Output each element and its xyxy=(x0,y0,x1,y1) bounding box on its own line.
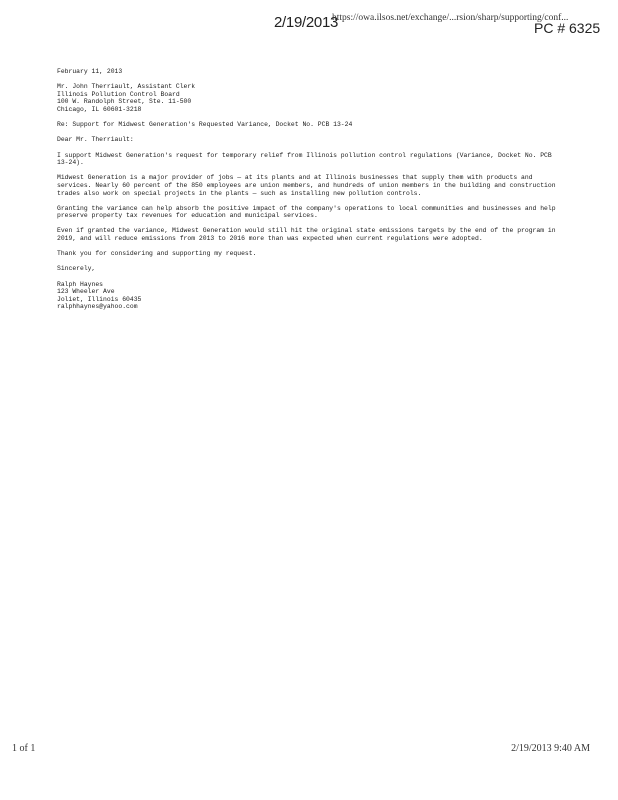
letter-body xyxy=(57,68,557,311)
signature-line: Joliet, Illinois 60435 xyxy=(57,295,142,303)
body-paragraph: Thank you for considering and supporting my request. xyxy=(57,250,257,258)
footer-page-count: 1 of 1 xyxy=(12,743,36,754)
recipient-line: Chicago, IL 60601-3218 xyxy=(57,105,142,113)
header-date: 2/19/2013 xyxy=(274,14,339,31)
header-url: https://owa.ilsos.net/exchange/...rsion/sharp/supporting/conf... xyxy=(332,13,569,23)
pc-number-stamp: PC # 6325 xyxy=(534,20,601,36)
body-paragraph: I support Midwest Generation's request for temporary relief from Illinois pollution control regulations (Variance, Docket No. PCB 13-24). xyxy=(57,151,552,167)
body-paragraph: Even if granted the variance, Midwest Generation would still hit the original state emissions targets by the end of the program in 2019, and will reduce emissions from 2013 to 2016 more than was expected when current regulations were adopted. xyxy=(57,227,556,243)
re-line: Re: Support for Midwest Generation's Requested Variance, Docket No. PCB 13-24 xyxy=(57,121,353,129)
signature-line: 123 Wheeler Ave xyxy=(57,288,115,296)
signature-block xyxy=(57,281,557,311)
recipient-line: 100 W. Randolph Street, Ste. 11-500 xyxy=(57,98,192,106)
closing: Sincerely, xyxy=(57,265,96,273)
recipient-line: Illinois Pollution Control Board xyxy=(57,90,180,98)
recipient-line: Mr. John Therriault, Assistant Clerk xyxy=(57,83,196,91)
signature-line: ralphhaynes@yahoo.com xyxy=(57,303,138,311)
footer-timestamp: 2/19/2013 9:40 AM xyxy=(511,743,590,754)
salutation: Dear Mr. Therriault: xyxy=(57,136,134,144)
signature-line: Ralph Haynes xyxy=(57,280,104,288)
body-paragraph: Granting the variance can help absorb the positive impact of the company's operations to local communities and businesses and help preserve property tax revenues for education and municipal services. xyxy=(57,204,556,220)
recipient-address xyxy=(57,83,557,113)
body-paragraph: Midwest Generation is a major provider of jobs — at its plants and at Illinois businesses that supply them with products and services. Nearly 60 percent of the 850 employees are union members, and hundreds of union members in the building and construction trades also work on special projects in the plants — such as installing new pollution controls. xyxy=(57,174,556,197)
letter-date: February 11, 2013 xyxy=(57,68,123,75)
